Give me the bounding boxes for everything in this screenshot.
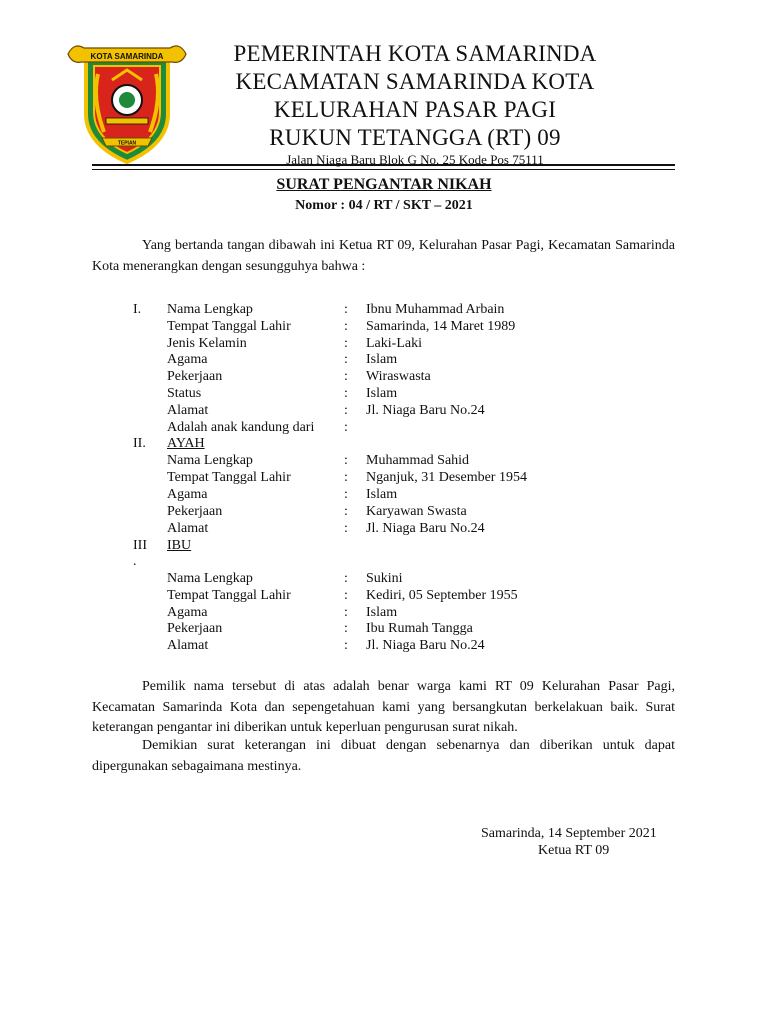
s2-label-4: Alamat [167, 521, 209, 536]
emblem-motto-text: TEPIAN [117, 140, 137, 147]
header-line-1: PEMERINTAH KOTA SAMARINDA [233, 41, 597, 66]
s2-value-4: Jl. Niaga Baru No.24 [366, 521, 485, 536]
s3-label-2: Agama [167, 605, 208, 620]
intro-text: Yang bertanda tangan dibawah ini Ketua RT 09, Kelurahan Pasar Pagi, Kecamatan Samarinda Kota menerangkan dengan sesungguhya bahwa : [92, 238, 675, 274]
s1-value-0: Ibnu Muhammad Arbain [366, 302, 505, 317]
section-3-number-dot: . [133, 554, 137, 569]
s2-label-0: Nama Lengkap [167, 453, 253, 468]
s3-value-2: Islam [366, 605, 398, 620]
s3-colon-3: : [344, 621, 348, 636]
s1-colon-6: : [344, 403, 348, 418]
emblem-banner-text: KOTA SAMARINDA [90, 52, 164, 61]
s1-colon-1: : [344, 319, 348, 334]
s2-label-1: Tempat Tanggal Lahir [167, 470, 291, 485]
s1-value-6: Jl. Niaga Baru No.24 [366, 403, 485, 418]
section-1-number: I. [133, 302, 142, 317]
s3-value-3: Ibu Rumah Tangga [366, 621, 473, 636]
s3-colon-0: : [344, 571, 348, 586]
s2-colon-3: : [344, 504, 348, 519]
s1-colon-7: : [344, 420, 348, 435]
s1-label-0: Nama Lengkap [167, 302, 253, 317]
s3-value-4: Jl. Niaga Baru No.24 [366, 638, 485, 653]
header-line-2: KECAMATAN SAMARINDA KOTA [235, 69, 595, 94]
s2-value-0: Muhammad Sahid [366, 453, 470, 468]
s1-value-1: Samarinda, 14 Maret 1989 [366, 319, 516, 334]
s1-label-5: Status [167, 386, 202, 401]
document-title: SURAT PENGANTAR NIKAH [276, 176, 492, 193]
s2-label-2: Agama [167, 487, 208, 502]
s1-colon-3: : [344, 352, 348, 367]
s1-colon-5: : [344, 386, 348, 401]
s1-value-4: Wiraswasta [366, 369, 431, 384]
intro-paragraph [92, 236, 675, 277]
city-emblem-logo [64, 40, 190, 166]
s1-label-3: Agama [167, 352, 208, 367]
signature-position: Ketua RT 09 [538, 843, 610, 858]
s2-colon-1: : [344, 470, 348, 485]
s3-label-4: Alamat [167, 638, 209, 653]
s2-colon-0: : [344, 453, 348, 468]
letterhead [190, 40, 640, 168]
s3-value-1: Kediri, 05 September 1955 [366, 588, 518, 603]
s2-value-1: Nganjuk, 31 Desember 1954 [366, 470, 527, 485]
header-line-3: KELURAHAN PASAR PAGI [273, 97, 557, 122]
s1-colon-0: : [344, 302, 348, 317]
letterhead-rule-thick [92, 164, 675, 166]
s1-label-2: Jenis Kelamin [167, 336, 247, 351]
letterhead-rule-thin [92, 169, 675, 170]
s3-value-0: Sukini [366, 571, 403, 586]
s1-value-2: Laki-Laki [366, 336, 422, 351]
header-line-4: RUKUN TETANGGA (RT) 09 [269, 125, 561, 150]
closing-paragraph-2 [92, 736, 675, 777]
s1-label-7: Adalah anak kandung dari [167, 420, 315, 435]
s3-colon-1: : [344, 588, 348, 603]
s2-value-3: Karyawan Swasta [366, 504, 467, 519]
closing-paragraph-1 [92, 677, 675, 739]
s2-colon-2: : [344, 487, 348, 502]
closing-text-1: Pemilik nama tersebut di atas adalah benar warga kami RT 09 Kelurahan Pasar Pagi, Kecamatan Samarinda Kota dan sepengetahuan kami yang bersangkutan berkelakuan baik. Surat keterangan pengantar ini diberikan untuk keperluan pengurusan surat nikah. [92, 679, 675, 735]
s3-label-3: Pekerjaan [167, 621, 223, 636]
s3-label-1: Tempat Tanggal Lahir [167, 588, 291, 603]
s3-label-0: Nama Lengkap [167, 571, 253, 586]
section-2-heading: AYAH [167, 436, 205, 451]
s1-label-1: Tempat Tanggal Lahir [167, 319, 291, 334]
closing-text-2: Demikian surat keterangan ini dibuat dengan sebenarnya dan diberikan untuk dapat dipergunakan sebagaimana mestinya. [92, 738, 675, 774]
signature-place-date: Samarinda, 14 September 2021 [481, 826, 657, 841]
section-3-heading: IBU [167, 538, 192, 553]
s1-value-5: Islam [366, 386, 398, 401]
s2-label-3: Pekerjaan [167, 504, 223, 519]
s2-value-2: Islam [366, 487, 398, 502]
section-3-number: III [133, 538, 147, 553]
s1-label-4: Pekerjaan [167, 369, 223, 384]
header-address: Jalan Niaga Baru Blok G No. 25 Kode Pos 75111 [286, 152, 544, 167]
s1-colon-2: : [344, 336, 348, 351]
document-number: Nomor : 04 / RT / SKT – 2021 [295, 198, 473, 213]
s1-label-6: Alamat [167, 403, 209, 418]
s3-colon-2: : [344, 605, 348, 620]
s1-value-3: Islam [366, 352, 398, 367]
section-2-number: II. [133, 436, 146, 451]
s1-colon-4: : [344, 369, 348, 384]
s2-colon-4: : [344, 521, 348, 536]
s3-colon-4: : [344, 638, 348, 653]
